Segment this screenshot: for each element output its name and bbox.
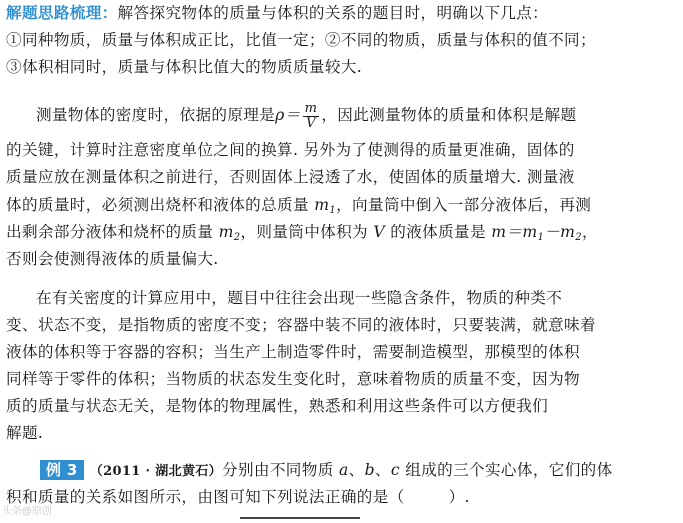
density-line-3: 质量应放在测量体积之前进行，否则固体上浸透了水，使固体的质量增大. 测量液 <box>6 168 575 186</box>
mass-equation: $m=m_1-m_2$ <box>491 223 583 243</box>
substance-a: a <box>338 461 349 479</box>
hidden-line-2: 变、状态不变，是指物质的密度不变；容器中装不同的液体时，只要装满，就意味着 <box>6 316 596 334</box>
m1-symbol: $m_1$ <box>314 196 337 216</box>
watermark: 头条@原创 <box>2 506 52 517</box>
example-line-2-pre: 积和质量的关系如图所示，由图可知下列说法正确的是（ <box>6 488 405 506</box>
example-line-1-post: 组成的三个实心体，它们的体 <box>405 461 613 479</box>
substance-c: c <box>390 461 400 479</box>
rho-symbol: ρ＝ <box>275 106 301 124</box>
density-line-5-mid2: 的液体质量是 <box>390 223 486 241</box>
m2-symbol: $m_2$ <box>218 223 241 243</box>
summary-line-2: ①同种物质，质量与体积成正比，比值一定；②不同的物质，质量与体积的值不同； <box>6 31 596 49</box>
summary-line-3: ③体积相同时，质量与体积比值大的物质质量较大. <box>6 58 363 76</box>
density-line-4-pre: 体的质量时，必须测出烧杯和液体的总质量 <box>6 196 309 214</box>
density-line-1-pre: 测量物体的密度时，依据的原理是 <box>36 106 276 124</box>
example-line-1-pre: 分别由不同物质 <box>222 461 334 479</box>
example-badge: 例 3 <box>40 460 84 480</box>
density-line-5-pre: 出剩余部分液体和烧杯的质量 <box>6 223 214 241</box>
fraction-denominator: V <box>306 115 316 131</box>
density-line-5-mid: ，则量筒中体积为 <box>240 223 369 241</box>
fraction-numerator: m <box>304 100 318 116</box>
hidden-line-6: 解题. <box>6 424 44 442</box>
hidden-line-1: 在有关密度的计算应用中，题目中往往会出现一些隐含条件，物质的种类不 <box>36 289 563 307</box>
example-line-2-post: ）. <box>448 488 470 506</box>
density-line-2: 的关键，计算时注意密度单位之间的换算. 另外为了使测得的质量更准确，固体的 <box>6 141 575 159</box>
density-line-4-post: ，向量筒中倒入一部分液体后，再测 <box>336 196 592 214</box>
summary-line-1 <box>6 3 678 23</box>
density-fraction <box>303 102 320 131</box>
figure-top-edge <box>240 517 360 523</box>
hidden-line-3: 液体的体积等于容器的容积；当生产上制造零件时，需要制造模型，那模型的体积 <box>6 343 580 361</box>
v-symbol: V <box>373 223 385 241</box>
substance-b: b <box>364 461 375 479</box>
example-line-1: 例 3 （2011 · 湖北黄石）分别由不同物质 a、b、c 组成的三个实心体，它们的体 <box>40 460 678 480</box>
density-line-5: 出剩余部分液体和烧杯的质量 $m_2$，则量筒中体积为 V 的液体质量是 $m=m_1-m_2$， <box>6 223 598 243</box>
density-line-4 <box>6 195 678 215</box>
hidden-line-4: 同样等于零件的体积；当物质的状态发生变化时，意味着物质的质量不变，因为物 <box>6 370 580 388</box>
summary-line-1-text: 解答探究物体的质量与体积的关系的题目时，明确以下几点： <box>117 4 549 22</box>
summary-heading: 解题思路梳理： <box>6 4 118 22</box>
density-line-6: 否则会使测得液体的质量偏大. <box>6 250 219 268</box>
example-line-2 <box>6 487 678 507</box>
hidden-line-5: 质的质量与状态无关，是物体的物理属性，熟悉和利用这些条件可以方便我们 <box>6 397 549 415</box>
density-line-1 <box>36 98 678 132</box>
example-source: （2011 · 湖北黄石） <box>89 464 223 479</box>
density-line-1-post: ，因此测量物体的质量和体积是解题 <box>321 106 577 124</box>
